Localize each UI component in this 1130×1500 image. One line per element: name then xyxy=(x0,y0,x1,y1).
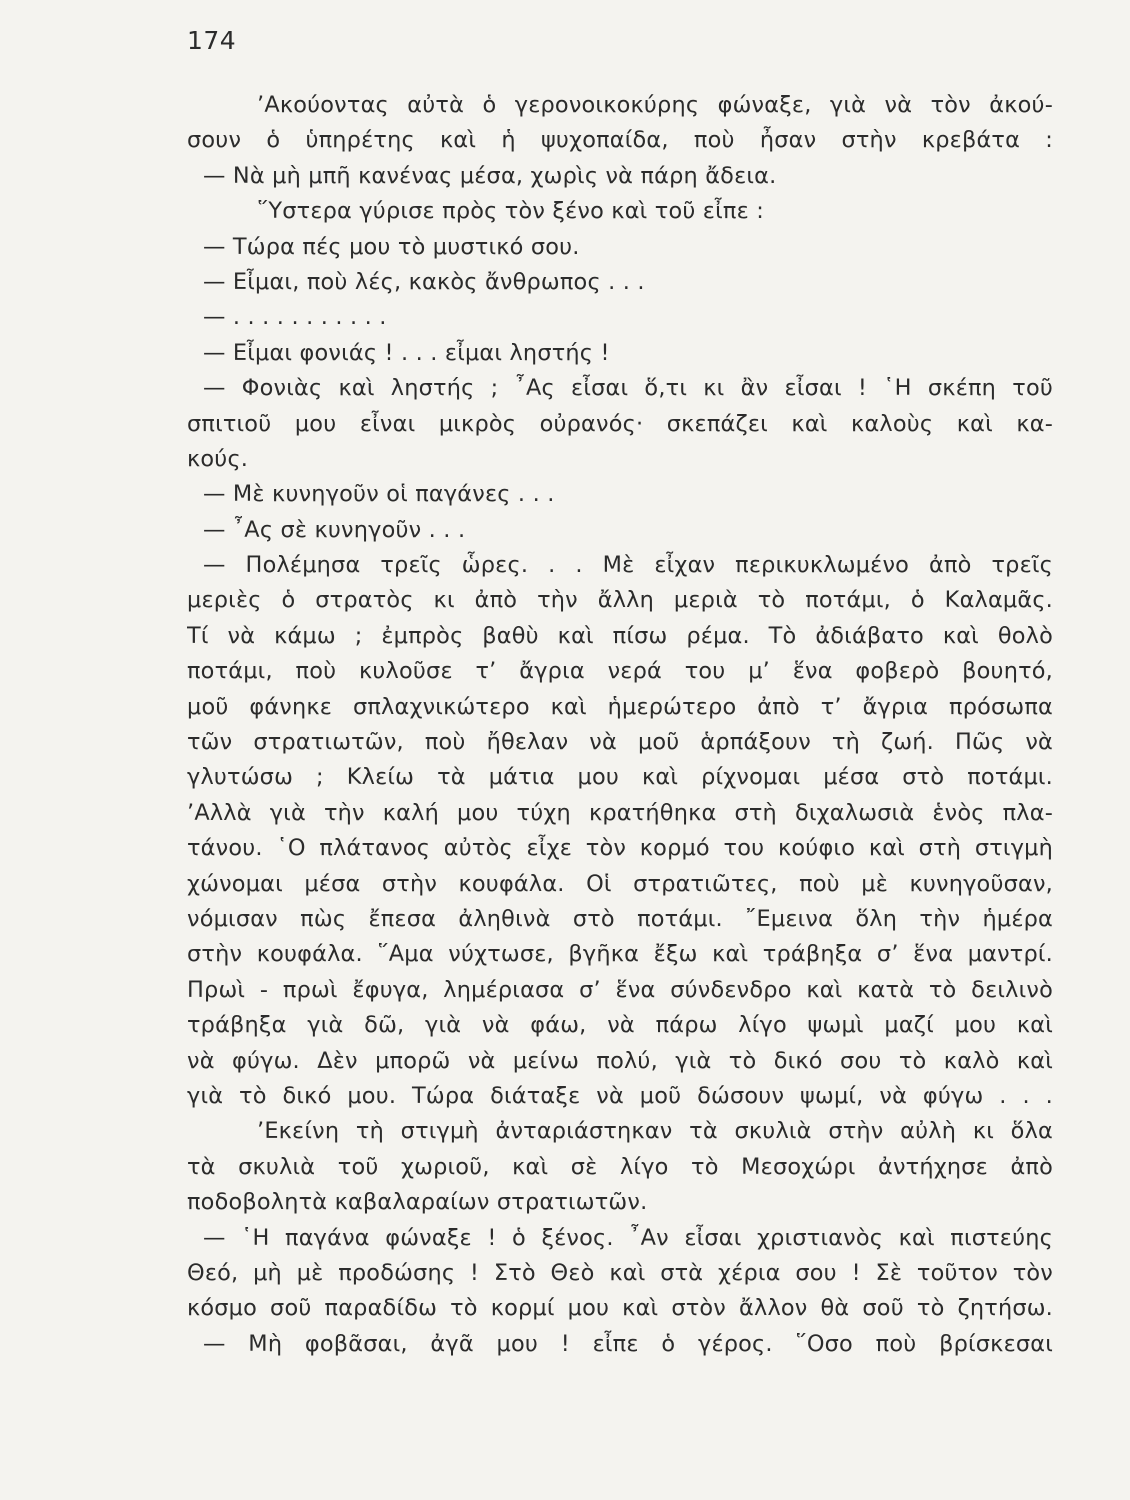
text-line: σουν ὁ ὑπηρέτης καὶ ἡ ψυχοπαίδα, ποὺ ἦσαν στὴν κρεβάτα : xyxy=(187,127,1053,154)
text-line: κόσμο σοῦ παραδίδω τὸ κορμί μου καὶ στὸν ἄλλον θὰ σοῦ τὸ ζητήσω. xyxy=(187,1295,1053,1322)
text-line: — Νὰ μὴ μπῆ κανένας μέσα, χωρὶς νὰ πάρη ἄδεια. xyxy=(203,162,777,189)
text-line: νόμισαν πὼς ἔπεσα ἀληθινὰ στὸ ποτάμι. ῎Εμεινα ὅλη τὴν ἡμέρα xyxy=(187,905,1053,932)
text-line: ’Εκείνη τὴ στιγμὴ ἀνταριάστηκαν τὰ σκυλιὰ στὴν αὐλὴ κι ὅλα xyxy=(257,1118,1053,1145)
text-line: κούς. xyxy=(187,445,249,472)
text-line: — . . . . . . . . . . . xyxy=(203,304,387,331)
text-line: τράβηξα γιὰ δῶ, γιὰ νὰ φάω, νὰ πάρω λίγο ψωμὶ μαζί μου καὶ xyxy=(187,1012,1053,1039)
text-line: ’Ακούοντας αὐτὰ ὁ γερονοικοκύρης φώναξε, γιὰ νὰ τὸν ἀκού- xyxy=(257,92,1053,118)
text-line: ῞Υστερα γύρισε πρὸς τὸν ξένο καὶ τοῦ εἶπε : xyxy=(257,198,764,225)
text-line: χώνομαι μέσα στὴν κουφάλα. Οἱ στρατιῶτες, ποὺ μὲ κυνηγοῦσαν, xyxy=(187,870,1053,897)
page-number: 174 xyxy=(187,26,237,55)
text-line: μοῦ φάνηκε σπλαχνικώτερο καὶ ἡμερώτερο ἀπὸ τ’ ἄγρια πρόσωπα xyxy=(187,693,1053,720)
text-line: — Πολέμησα τρεῖς ὧρες. . . Μὲ εἶχαν περικυκλωμένο ἀπὸ τρεῖς xyxy=(203,552,1053,579)
text-line: σπιτιοῦ μου εἶναι μικρὸς οὐρανός· σκεπάζει καὶ καλοὺς καὶ κα- xyxy=(187,410,1053,437)
text-line: τὰ σκυλιὰ τοῦ χωριοῦ, καὶ σὲ λίγο τὸ Μεσοχώρι ἀντήχησε ἀπὸ xyxy=(187,1153,1053,1180)
text-line: τάνου. ῾Ο πλάτανος αὐτὸς εἶχε τὸν κορμό του κούφιο καὶ στὴ στιγμὴ xyxy=(187,835,1053,862)
text-line: μεριὲς ὁ στρατὸς κι ἀπὸ τὴν ἄλλη μεριὰ τὸ ποτάμι, ὁ Καλαμᾶς. xyxy=(187,587,1053,614)
text-line: γιὰ τὸ δικό μου. Τώρα διάταξε νὰ μοῦ δώσουν ψωμί, νὰ φύγω . . . xyxy=(187,1082,1053,1109)
text-line: Τί νὰ κάμω ; ἐμπρὸς βαθὺ καὶ πίσω ρέμα. Τὸ ἀδιάβατο καὶ θολὸ xyxy=(187,622,1053,649)
text-line: ’Αλλὰ γιὰ τὴν καλή μου τύχη κρατήθηκα στὴ διχαλωσιὰ ἑνὸς πλα- xyxy=(187,799,1053,826)
text-line: — Μὲ κυνηγοῦν οἱ παγάνες . . . xyxy=(203,481,555,508)
text-line: — Μὴ φοβᾶσαι, ἀγᾶ μου ! εἶπε ὁ γέρος. ῞Οσο ποὺ βρίσκεσαι xyxy=(203,1330,1053,1357)
text-line: Πρωὶ - πρωὶ ἔφυγα, λημέριασα σ’ ἕνα σύνδενδρο καὶ κατὰ τὸ δειλινὸ xyxy=(187,976,1053,1003)
text-line: τῶν στρατιωτῶν, ποὺ ἤθελαν νὰ μοῦ ἁρπάξουν τὴ ζωή. Πῶς νὰ xyxy=(187,729,1053,756)
text-line: — Εἶμαι, ποὺ λές, κακὸς ἄνθρωπος . . . xyxy=(203,268,645,295)
text-line: ποτάμι, ποὺ κυλοῦσε τ’ ἄγρια νερά του μ’ ἕνα φοβερὸ βουητό, xyxy=(187,658,1053,685)
text-line: — Φονιὰς καὶ ληστής ; ῏Ας εἶσαι ὅ,τι κι ἂν εἶσαι ! ῾Η σκέπη τοῦ xyxy=(203,375,1053,402)
text-line: — ῏Ας σὲ κυνηγοῦν . . . xyxy=(203,516,466,543)
text-line: — Τώρα πές μου τὸ μυστικό σου. xyxy=(203,233,580,260)
text-line: ποδοβολητὰ καβαλαραίων στρατιωτῶν. xyxy=(187,1189,648,1216)
text-line: Θεό, μὴ μὲ προδώσης ! Στὸ Θεὸ καὶ στὰ χέρια σου ! Σὲ τοῦτον τὸν xyxy=(187,1259,1053,1286)
text-line: γλυτώσω ; Κλείω τὰ μάτια μου καὶ ρίχνομαι μέσα στὸ ποτάμι. xyxy=(187,764,1053,791)
text-line: — ῾Η παγάνα φώναξε ! ὁ ξένος. ῏Αν εἶσαι χριστιανὸς καὶ πιστεύης xyxy=(203,1224,1053,1251)
text-line: — Εἶμαι φονιάς ! . . . εἶμαι ληστής ! xyxy=(203,339,610,366)
text-line: νὰ φύγω. Δὲν μπορῶ νὰ μείνω πολύ, γιὰ τὸ δικό σου τὸ καλὸ καὶ xyxy=(187,1047,1053,1074)
text-line: στὴν κουφάλα. ῞Αμα νύχτωσε, βγῆκα ἔξω καὶ τράβηξα σ’ ἕνα μαντρί. xyxy=(187,941,1053,968)
body-text xyxy=(187,88,1053,1362)
